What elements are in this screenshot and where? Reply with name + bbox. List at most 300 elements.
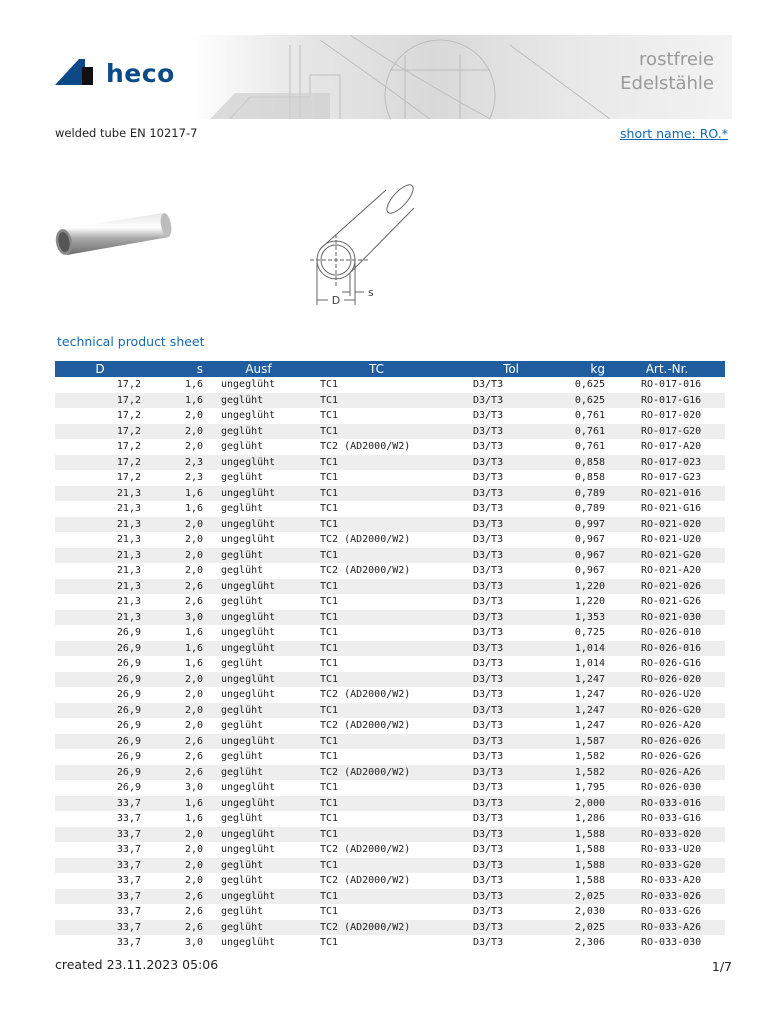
table-row — [55, 424, 725, 440]
cell-ausf: geglüht — [207, 424, 310, 440]
cell-tc: TC1 — [320, 379, 339, 391]
cell-art-nr: RO-017-G16 — [609, 393, 725, 409]
cell-kg: 0,625 — [523, 393, 609, 409]
cell-tc: TC2 (AD2000/W2) — [320, 689, 411, 701]
cell-ausf: ungeglüht — [221, 844, 276, 856]
cell-tol: D3/T3 — [473, 689, 504, 701]
cell-tc: TC1 — [320, 503, 339, 515]
table-row — [55, 687, 725, 703]
cell-kg: 0,725 — [574, 627, 605, 639]
table-row — [55, 517, 725, 533]
cell-art-nr: RO-033-A20 — [641, 875, 702, 887]
cell-art-nr: RO-033-G16 — [641, 813, 702, 825]
table-row — [55, 935, 725, 951]
table-row — [55, 486, 725, 502]
cell-ausf: ungeglüht — [221, 534, 276, 546]
cell-d: 26,9 — [116, 689, 141, 701]
cell-art-nr: RO-026-A20 — [641, 720, 702, 732]
cell-ausf: geglüht — [221, 720, 264, 732]
cell-d: 17,2 — [116, 410, 141, 422]
cell-tol: D3/T3 — [473, 720, 504, 732]
diameter-label: D — [331, 294, 341, 307]
cell-ausf: ungeglüht — [221, 782, 276, 794]
cell-tc: TC1 — [310, 610, 443, 626]
cell-tol: D3/T3 — [473, 875, 504, 887]
cell-tol: D3/T3 — [473, 441, 504, 453]
cell-art-nr: RO-017-020 — [641, 410, 702, 422]
table-row — [55, 470, 725, 486]
cell-art-nr: RO-033-030 — [641, 937, 702, 949]
heco-logo — [55, 55, 185, 91]
cell-tol: D3/T3 — [443, 548, 523, 564]
cell-tol: D3/T3 — [443, 920, 523, 936]
cell-tol: D3/T3 — [473, 751, 504, 763]
table-row — [55, 455, 725, 471]
cell-s: 2,3 — [145, 455, 207, 471]
cell-kg: 1,014 — [523, 641, 609, 657]
cell-s: 2,0 — [184, 720, 203, 732]
cell-ausf: ungeglüht — [207, 796, 310, 812]
cell-tol: D3/T3 — [443, 579, 523, 595]
cell-s: 2,0 — [184, 565, 203, 577]
cell-s: 2,0 — [145, 672, 207, 688]
cell-art-nr: RO-021-030 — [609, 610, 725, 626]
cell-tol: D3/T3 — [473, 813, 504, 825]
cell-ausf: ungeglüht — [207, 486, 310, 502]
cell-s: 2,0 — [145, 548, 207, 564]
cell-kg: 0,997 — [523, 517, 609, 533]
table-row — [55, 889, 725, 905]
cell-ausf: geglüht — [221, 658, 264, 670]
cell-d: 26,9 — [55, 765, 145, 781]
cell-d: 21,3 — [55, 517, 145, 533]
cell-s: 1,6 — [184, 627, 203, 639]
banner-line-2: Edelstähle — [620, 73, 714, 94]
cell-tc: TC1 — [310, 641, 443, 657]
cell-kg: 0,761 — [523, 424, 609, 440]
cell-ausf: geglüht — [207, 765, 310, 781]
cell-art-nr: RO-026-030 — [641, 782, 702, 794]
cell-kg: 1,247 — [523, 672, 609, 688]
cell-s: 1,6 — [184, 379, 203, 391]
cell-d: 17,2 — [55, 393, 145, 409]
cell-s: 2,0 — [184, 410, 203, 422]
cell-tol: D3/T3 — [443, 393, 523, 409]
table-row — [55, 393, 725, 409]
cell-kg: 0,858 — [574, 472, 605, 484]
header-banner — [190, 35, 732, 119]
cell-kg: 1,220 — [574, 596, 605, 608]
cell-tol: D3/T3 — [473, 906, 504, 918]
cell-tc: TC1 — [320, 627, 339, 639]
cell-tc: TC1 — [310, 517, 443, 533]
cell-s: 2,0 — [145, 858, 207, 874]
table-row — [55, 904, 725, 920]
cell-tol: D3/T3 — [473, 658, 504, 670]
cell-d: 26,9 — [55, 734, 145, 750]
cell-tol: D3/T3 — [443, 672, 523, 688]
heco-logo-mark-icon — [55, 55, 107, 91]
cell-tc: TC1 — [320, 596, 339, 608]
cell-d: 21,3 — [55, 610, 145, 626]
cell-tol: D3/T3 — [443, 858, 523, 874]
cell-tc: TC1 — [310, 827, 443, 843]
cell-s: 2,6 — [145, 920, 207, 936]
cell-tc: TC2 (AD2000/W2) — [320, 844, 411, 856]
cell-ausf: ungeglüht — [221, 937, 276, 949]
cell-tc: TC1 — [320, 751, 339, 763]
cell-kg: 1,588 — [574, 844, 605, 856]
cell-s: 1,6 — [145, 796, 207, 812]
cell-kg: 2,306 — [574, 937, 605, 949]
table-row — [55, 811, 725, 827]
cell-art-nr: RO-021-026 — [609, 579, 725, 595]
table-row — [55, 703, 725, 719]
cell-tc: TC1 — [320, 410, 339, 422]
cell-d: 21,3 — [116, 534, 141, 546]
cell-tc: TC1 — [310, 672, 443, 688]
cell-art-nr: RO-033-016 — [609, 796, 725, 812]
cell-kg: 2,025 — [523, 889, 609, 905]
cell-kg: 0,789 — [523, 486, 609, 502]
cell-art-nr: RO-017-G20 — [609, 424, 725, 440]
cell-tol: D3/T3 — [473, 627, 504, 639]
cell-s: 1,6 — [184, 503, 203, 515]
table-row — [55, 858, 725, 874]
cell-art-nr: RO-021-020 — [609, 517, 725, 533]
cell-d: 26,9 — [116, 751, 141, 763]
cell-s: 1,6 — [184, 813, 203, 825]
cell-tc: TC1 — [320, 906, 339, 918]
cell-ausf: ungeglüht — [221, 379, 276, 391]
cell-art-nr: RO-017-023 — [609, 455, 725, 471]
table-body — [55, 377, 725, 951]
cell-kg: 1,247 — [574, 689, 605, 701]
cell-ausf: geglüht — [207, 920, 310, 936]
cell-tc: TC1 — [320, 813, 339, 825]
cell-tol: D3/T3 — [473, 472, 504, 484]
cell-d: 26,9 — [55, 641, 145, 657]
cell-art-nr: RO-017-A20 — [641, 441, 702, 453]
cell-tol: D3/T3 — [473, 503, 504, 515]
cell-tc: TC1 — [310, 858, 443, 874]
table-row — [55, 548, 725, 564]
cell-ausf: geglüht — [207, 858, 310, 874]
cell-art-nr: RO-026-A26 — [609, 765, 725, 781]
cell-tol: D3/T3 — [473, 410, 504, 422]
banner-line-1: rostfreie — [639, 49, 714, 70]
cell-ausf: ungeglüht — [207, 610, 310, 626]
table-row — [55, 796, 725, 812]
cell-tc: TC1 — [310, 548, 443, 564]
cell-s: 2,0 — [184, 534, 203, 546]
cell-tol: D3/T3 — [473, 844, 504, 856]
cell-d: 33,7 — [116, 937, 141, 949]
cell-ausf: ungeglüht — [207, 672, 310, 688]
cell-ausf: geglüht — [221, 472, 264, 484]
cell-ausf: ungeglüht — [207, 641, 310, 657]
cell-kg: 0,761 — [574, 410, 605, 422]
cell-tol: D3/T3 — [443, 765, 523, 781]
cell-art-nr: RO-026-026 — [609, 734, 725, 750]
cell-tol: D3/T3 — [443, 455, 523, 471]
wall-thickness-label: s — [368, 286, 374, 299]
cell-tc: TC1 — [310, 703, 443, 719]
cell-kg: 1,247 — [523, 703, 609, 719]
cell-s: 2,3 — [184, 472, 203, 484]
table-row — [55, 579, 725, 595]
section-title: technical product sheet — [57, 334, 205, 349]
cell-art-nr: RO-026-010 — [641, 627, 702, 639]
cell-tc: TC1 — [320, 472, 339, 484]
cell-s: 1,6 — [145, 641, 207, 657]
col-header-art-nr: Art.-Nr. — [609, 361, 725, 377]
cell-tol: D3/T3 — [443, 796, 523, 812]
cell-tol: D3/T3 — [473, 565, 504, 577]
cell-s: 2,0 — [145, 424, 207, 440]
cell-tol: D3/T3 — [443, 827, 523, 843]
cell-s: 2,6 — [184, 596, 203, 608]
cell-tc: TC2 (AD2000/W2) — [320, 441, 411, 453]
table-row — [55, 594, 725, 610]
table-header-row — [55, 361, 725, 377]
cell-tol: D3/T3 — [443, 734, 523, 750]
cell-art-nr: RO-026-U20 — [641, 689, 702, 701]
cell-s: 1,6 — [145, 393, 207, 409]
cell-art-nr: RO-026-020 — [609, 672, 725, 688]
table-row — [55, 656, 725, 672]
cell-d: 33,7 — [116, 844, 141, 856]
cell-s: 3,0 — [145, 610, 207, 626]
cell-tol: D3/T3 — [473, 379, 504, 391]
cell-tc: TC2 (AD2000/W2) — [320, 875, 411, 887]
cell-ausf: geglüht — [221, 906, 264, 918]
table-row — [55, 439, 725, 455]
cell-tc: TC1 — [310, 579, 443, 595]
cell-art-nr: RO-033-G20 — [609, 858, 725, 874]
cell-art-nr: RO-033-G26 — [641, 906, 702, 918]
cell-d: 26,9 — [55, 703, 145, 719]
cell-s: 2,0 — [145, 703, 207, 719]
cell-s: 2,0 — [184, 441, 203, 453]
cell-ausf: ungeglüht — [221, 689, 276, 701]
cell-art-nr: RO-017-G23 — [641, 472, 702, 484]
logo-text: heco — [106, 59, 175, 88]
cell-kg: 0,789 — [574, 503, 605, 515]
cell-art-nr: RO-026-016 — [609, 641, 725, 657]
product-subheading: welded tube EN 10217-7 — [55, 126, 198, 140]
cell-tol: D3/T3 — [443, 486, 523, 502]
cell-ausf: ungeglüht — [221, 410, 276, 422]
cell-d: 17,2 — [55, 424, 145, 440]
cell-tc: TC2 (AD2000/W2) — [320, 720, 411, 732]
cell-kg: 1,588 — [523, 827, 609, 843]
cell-kg: 2,030 — [574, 906, 605, 918]
table-row — [55, 625, 725, 641]
cell-ausf: ungeglüht — [207, 517, 310, 533]
cell-tc: TC2 (AD2000/W2) — [310, 765, 443, 781]
cell-ausf: geglüht — [221, 751, 264, 763]
page-header — [55, 35, 732, 119]
cell-kg: 1,588 — [523, 858, 609, 874]
cell-ausf: ungeglüht — [207, 579, 310, 595]
cell-ausf: ungeglüht — [207, 734, 310, 750]
cell-s: 1,6 — [184, 658, 203, 670]
cell-kg: 2,000 — [523, 796, 609, 812]
cell-tc: TC2 (AD2000/W2) — [310, 920, 443, 936]
cell-s: 2,0 — [184, 689, 203, 701]
table-row — [55, 532, 725, 548]
table-row — [55, 408, 725, 424]
cell-tol: D3/T3 — [473, 937, 504, 949]
cell-kg: 1,587 — [523, 734, 609, 750]
tube-photo — [53, 193, 173, 283]
cell-s: 2,0 — [184, 844, 203, 856]
cell-s: 2,6 — [145, 734, 207, 750]
cell-art-nr: RO-021-016 — [609, 486, 725, 502]
cell-s: 2,0 — [145, 517, 207, 533]
cell-s: 2,6 — [184, 751, 203, 763]
cell-tc: TC1 — [310, 486, 443, 502]
cell-s: 2,0 — [145, 827, 207, 843]
cell-s: 2,6 — [145, 765, 207, 781]
cell-kg: 1,582 — [574, 751, 605, 763]
cell-tol: D3/T3 — [443, 889, 523, 905]
short-name-link[interactable]: short name: RO.* — [620, 126, 728, 141]
cell-d: 26,9 — [116, 720, 141, 732]
cell-tc: TC1 — [310, 393, 443, 409]
table-row — [55, 672, 725, 688]
cell-kg: 1,014 — [574, 658, 605, 670]
cell-ausf: geglüht — [207, 703, 310, 719]
cell-ausf: geglüht — [221, 503, 264, 515]
cell-kg: 0,967 — [523, 548, 609, 564]
cell-d: 21,3 — [116, 565, 141, 577]
col-header-d: D — [55, 361, 145, 377]
cell-tc: TC1 — [320, 782, 339, 794]
cell-ausf: ungeglüht — [207, 889, 310, 905]
cell-s: 3,0 — [184, 937, 203, 949]
cell-tc: TC2 (AD2000/W2) — [320, 565, 411, 577]
cell-art-nr: RO-021-G26 — [641, 596, 702, 608]
cell-tc: TC2 (AD2000/W2) — [320, 534, 411, 546]
created-timestamp: created 23.11.2023 05:06 — [55, 957, 219, 972]
cell-kg: 1,220 — [523, 579, 609, 595]
cell-kg: 0,858 — [523, 455, 609, 471]
cell-ausf: geglüht — [221, 565, 264, 577]
cell-art-nr: RO-017-016 — [641, 379, 702, 391]
cell-tc: TC1 — [320, 658, 339, 670]
cell-d: 17,2 — [55, 455, 145, 471]
cell-d: 17,2 — [116, 379, 141, 391]
cell-tc: TC1 — [310, 455, 443, 471]
cell-s: 2,6 — [145, 579, 207, 595]
cell-tc: TC1 — [320, 937, 339, 949]
cell-d: 33,7 — [55, 827, 145, 843]
cell-d: 33,7 — [55, 858, 145, 874]
cell-art-nr: RO-033-026 — [609, 889, 725, 905]
cell-kg: 1,582 — [523, 765, 609, 781]
cell-kg: 1,795 — [574, 782, 605, 794]
cell-ausf: ungeglüht — [207, 827, 310, 843]
cell-d: 17,2 — [116, 441, 141, 453]
cell-d: 26,9 — [116, 782, 141, 794]
cell-art-nr: RO-026-G16 — [641, 658, 702, 670]
cell-d: 33,7 — [55, 920, 145, 936]
col-header-tc: TC — [310, 361, 443, 377]
product-table — [55, 361, 725, 951]
col-header-s: s — [145, 361, 207, 377]
cell-s: 2,6 — [145, 889, 207, 905]
cell-s: 3,0 — [184, 782, 203, 794]
cell-tol: D3/T3 — [473, 782, 504, 794]
table-row — [55, 827, 725, 843]
table-row — [55, 563, 725, 579]
table-row — [55, 765, 725, 781]
col-header-kg: kg — [523, 361, 609, 377]
cell-art-nr: RO-021-G20 — [609, 548, 725, 564]
cell-s: 2,6 — [184, 906, 203, 918]
cell-kg: 1,247 — [574, 720, 605, 732]
cell-art-nr: RO-033-U20 — [641, 844, 702, 856]
cell-d: 33,7 — [116, 906, 141, 918]
cell-tol: D3/T3 — [443, 424, 523, 440]
cell-s: 1,6 — [145, 486, 207, 502]
cell-tc: TC1 — [310, 796, 443, 812]
cell-kg: 1,588 — [574, 875, 605, 887]
cell-d: 21,3 — [116, 503, 141, 515]
cell-ausf: geglüht — [221, 596, 264, 608]
cell-d: 17,2 — [116, 472, 141, 484]
cell-art-nr: RO-026-G26 — [641, 751, 702, 763]
cell-kg: 2,025 — [523, 920, 609, 936]
cell-art-nr: RO-021-U20 — [641, 534, 702, 546]
cell-kg: 0,967 — [574, 534, 605, 546]
table-row — [55, 718, 725, 734]
cell-art-nr: RO-026-G20 — [609, 703, 725, 719]
cell-ausf: geglüht — [207, 548, 310, 564]
cell-ausf: ungeglüht — [207, 455, 310, 471]
cell-kg: 0,761 — [574, 441, 605, 453]
table-row — [55, 749, 725, 765]
cell-ausf: geglüht — [221, 875, 264, 887]
table-row — [55, 873, 725, 889]
cell-art-nr: RO-021-A20 — [641, 565, 702, 577]
table-row — [55, 610, 725, 626]
cell-d: 21,3 — [116, 596, 141, 608]
table-row — [55, 377, 725, 393]
cell-art-nr: RO-021-G16 — [641, 503, 702, 515]
cell-d: 26,9 — [55, 672, 145, 688]
cell-kg: 0,625 — [574, 379, 605, 391]
col-header-tol: Tol — [443, 361, 523, 377]
table-row — [55, 920, 725, 936]
cell-ausf: geglüht — [207, 393, 310, 409]
cell-d: 26,9 — [116, 658, 141, 670]
cell-tol: D3/T3 — [473, 534, 504, 546]
table-row — [55, 501, 725, 517]
cell-tol: D3/T3 — [443, 703, 523, 719]
cell-tol: D3/T3 — [443, 517, 523, 533]
cell-art-nr: RO-033-A26 — [609, 920, 725, 936]
page-number: 1/7 — [711, 959, 732, 974]
tube-dimension-drawing — [298, 178, 428, 308]
cell-tol: D3/T3 — [473, 596, 504, 608]
cell-tc: TC1 — [310, 734, 443, 750]
cell-s: 2,0 — [184, 875, 203, 887]
cell-art-nr: RO-033-020 — [609, 827, 725, 843]
cell-kg: 0,967 — [574, 565, 605, 577]
